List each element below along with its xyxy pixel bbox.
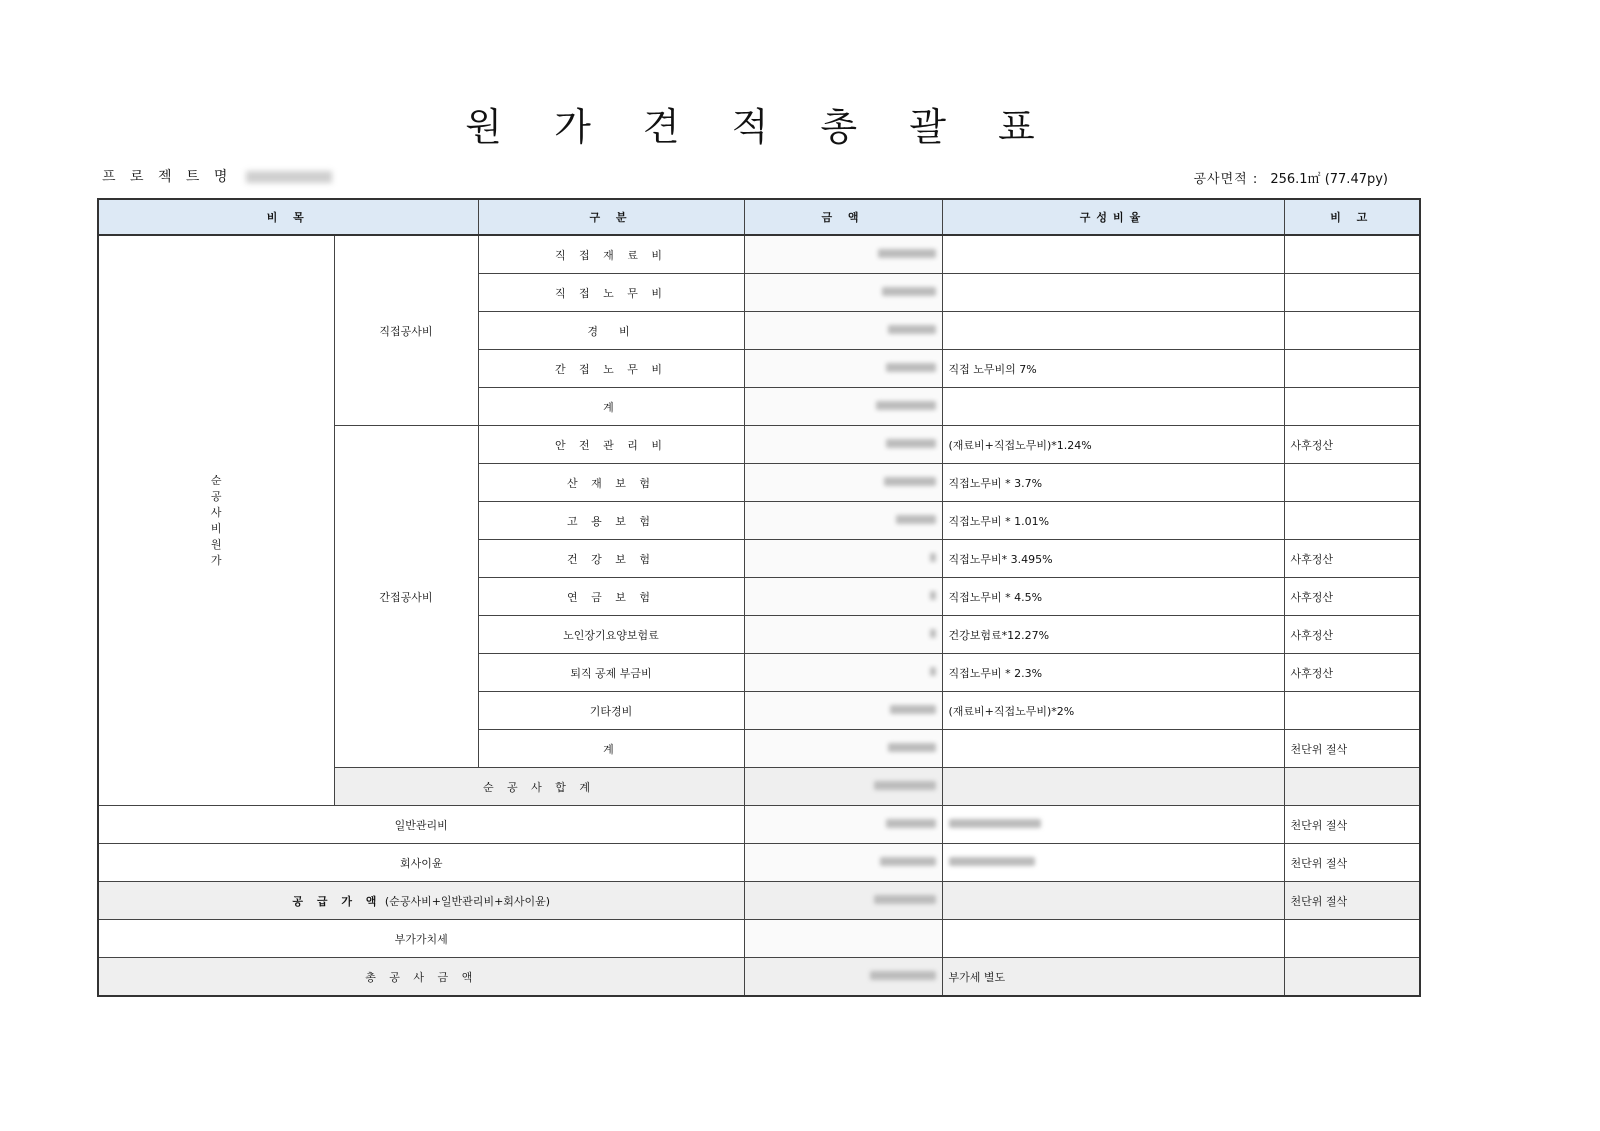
row-label: 직 접 재 료 비 <box>478 235 744 274</box>
row-label: 고 용 보 험 <box>478 502 744 540</box>
row-label: 부가가치세 <box>98 920 744 958</box>
construction-area <box>1193 168 1388 187</box>
ratio-cell <box>942 274 1284 312</box>
amount-cell <box>744 844 942 882</box>
remark-cell: 천단위 절삭 <box>1284 730 1420 768</box>
remark-cell <box>1284 464 1420 502</box>
remark-cell <box>1284 388 1420 426</box>
ratio-cell: 건강보험료*12.27% <box>942 616 1284 654</box>
remark-cell <box>1284 958 1420 997</box>
row-label: 건 강 보 험 <box>478 540 744 578</box>
remark-cell: 천단위 절삭 <box>1284 882 1420 920</box>
ratio-cell <box>942 844 1284 882</box>
ratio-cell <box>942 920 1284 958</box>
ratio-cell: 직접노무비 * 3.7% <box>942 464 1284 502</box>
remark-cell: 사후정산 <box>1284 540 1420 578</box>
ratio-cell: 부가세 별도 <box>942 958 1284 997</box>
amount-cell <box>744 388 942 426</box>
remark-cell: 사후정산 <box>1284 578 1420 616</box>
row-label: 총 공 사 금 액 <box>98 958 744 997</box>
row-label: 계 <box>478 730 744 768</box>
ratio-cell <box>942 806 1284 844</box>
remark-cell <box>1284 274 1420 312</box>
amount-cell <box>744 768 942 806</box>
row-label: 계 <box>478 388 744 426</box>
amount-cell <box>744 426 942 464</box>
document-title: 원 가 견 적 총 괄 표 <box>465 105 1055 149</box>
ratio-cell <box>942 730 1284 768</box>
ratio-cell <box>942 312 1284 350</box>
row-label: 경 비 <box>478 312 744 350</box>
header-item: 비 목 <box>98 199 478 235</box>
row-label: 퇴직 공제 부금비 <box>478 654 744 692</box>
remark-cell <box>1284 768 1420 806</box>
amount-cell <box>744 806 942 844</box>
remark-cell <box>1284 235 1420 274</box>
amount-cell <box>744 730 942 768</box>
row-label: 연 금 보 험 <box>478 578 744 616</box>
table-row <box>98 844 1420 882</box>
remark-cell <box>1284 920 1420 958</box>
row-label: 기타경비 <box>478 692 744 730</box>
header-category: 구 분 <box>478 199 744 235</box>
supply-label-formula: (순공사비+일반관리비+회사이윤) <box>384 894 551 908</box>
table-row <box>98 806 1420 844</box>
ratio-cell: 직접노무비* 3.495% <box>942 540 1284 578</box>
table-row <box>98 920 1420 958</box>
amount-cell <box>744 274 942 312</box>
supply-label-bold: 공 급 가 액 <box>292 894 382 908</box>
amount-cell <box>744 464 942 502</box>
amount-cell <box>744 882 942 920</box>
row-label: 간 접 노 무 비 <box>478 350 744 388</box>
amount-cell <box>744 502 942 540</box>
remark-cell <box>1284 502 1420 540</box>
table-row <box>98 882 1420 920</box>
ratio-cell: 직접노무비 * 4.5% <box>942 578 1284 616</box>
amount-cell <box>744 350 942 388</box>
project-name-label: 프 로 젝 트 명 <box>102 169 233 185</box>
row-label <box>98 882 744 920</box>
ratio-cell <box>942 388 1284 426</box>
remark-cell: 사후정산 <box>1284 616 1420 654</box>
row-label: 산 재 보 험 <box>478 464 744 502</box>
amount-cell <box>744 312 942 350</box>
project-name-redacted <box>246 171 332 183</box>
remark-cell: 천단위 절삭 <box>1284 806 1420 844</box>
amount-cell <box>744 616 942 654</box>
amount-cell <box>744 958 942 997</box>
cost-summary-table <box>97 198 1421 997</box>
ratio-cell <box>942 768 1284 806</box>
table-row <box>98 958 1420 997</box>
project-name-row <box>102 166 332 186</box>
ratio-cell: 직접노무비 * 1.01% <box>942 502 1284 540</box>
area-label: 공사면적 : <box>1193 172 1259 187</box>
indirect-group-label: 간접공사비 <box>334 426 478 768</box>
row-label: 안 전 관 리 비 <box>478 426 744 464</box>
ratio-cell: (재료비+직접노무비)*1.24% <box>942 426 1284 464</box>
row-label: 회사이윤 <box>98 844 744 882</box>
direct-group-label: 직접공사비 <box>334 235 478 426</box>
amount-cell <box>744 654 942 692</box>
ratio-cell: (재료비+직접노무비)*2% <box>942 692 1284 730</box>
ratio-cell <box>942 882 1284 920</box>
row-label: 일반관리비 <box>98 806 744 844</box>
header-row <box>98 199 1420 235</box>
remark-cell: 천단위 절삭 <box>1284 844 1420 882</box>
table-row <box>98 235 1420 274</box>
net-cost-group-label: 순 공 사 비 원 가 <box>210 473 222 567</box>
remark-cell: 사후정산 <box>1284 426 1420 464</box>
remark-cell <box>1284 350 1420 388</box>
row-label: 순 공 사 합 계 <box>334 768 744 806</box>
header-amount: 금 액 <box>744 199 942 235</box>
ratio-cell <box>942 235 1284 274</box>
remark-cell: 사후정산 <box>1284 654 1420 692</box>
amount-cell <box>744 920 942 958</box>
ratio-cell: 직접 노무비의 7% <box>942 350 1284 388</box>
row-label: 노인장기요양보험료 <box>478 616 744 654</box>
area-value: 256.1㎡ (77.47py) <box>1270 172 1388 187</box>
remark-cell <box>1284 692 1420 730</box>
header-ratio: 구성비율 <box>942 199 1284 235</box>
ratio-cell: 직접노무비 * 2.3% <box>942 654 1284 692</box>
row-label: 직 접 노 무 비 <box>478 274 744 312</box>
remark-cell <box>1284 312 1420 350</box>
header-remark: 비 고 <box>1284 199 1420 235</box>
net-cost-group-cell <box>98 235 334 806</box>
amount-cell <box>744 235 942 274</box>
amount-cell <box>744 692 942 730</box>
amount-cell <box>744 578 942 616</box>
amount-cell <box>744 540 942 578</box>
